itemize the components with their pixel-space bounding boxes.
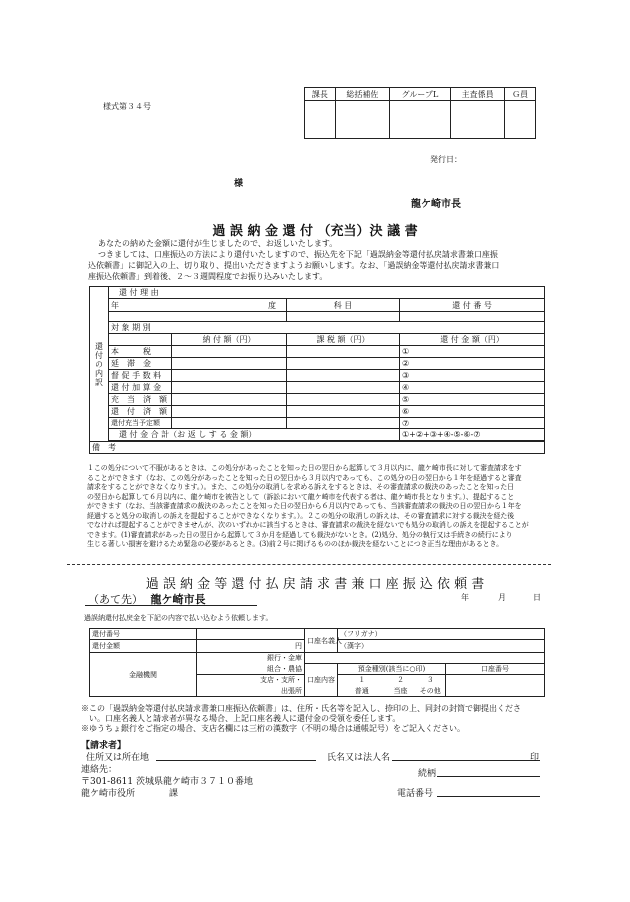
holder-name-input[interactable] [305, 653, 545, 664]
tax-cell [287, 406, 400, 418]
approval-header: Ｇ員 [505, 88, 536, 101]
bank-type-2: 組合・農協 [197, 664, 305, 675]
tax-cell [287, 382, 400, 394]
addressee-name: 龍ケ崎市長 [150, 593, 206, 606]
deposit-ordinary: 普通 [338, 686, 386, 697]
address-label: 住所又は所在地 [86, 753, 150, 763]
refund-table [89, 286, 545, 454]
account-content-label: 口座内容 [305, 664, 338, 697]
intro-line: あなたの納めた金額に還付が生じましたので、お返しいたします。 [98, 239, 338, 248]
phone-label: 電話番号 [397, 789, 434, 799]
intro-line: つきましては、口座振込の方法により還付いたしますので、振込先を下記「過誤納金等還付払戻請求書兼口座振 [98, 250, 498, 259]
row-label: 本 税 [109, 346, 172, 358]
table-row [90, 382, 545, 394]
deposit-option-2[interactable]: ２ [386, 675, 416, 686]
intro-line: 込依頼書」に御記入の上、切り取り、提出いただきますようお願いします。なお、「過誤納金等還付払戻請求書兼口 [88, 261, 500, 270]
furigana-label: （フリガナ） [338, 629, 545, 640]
refund-amount-label: 還付金額 [90, 640, 197, 653]
deposit-other: その他 [416, 686, 446, 697]
date-month: 月 [498, 593, 506, 602]
date-day: 日 [533, 593, 541, 602]
tax-cell [287, 346, 400, 358]
paid-cell [172, 394, 287, 406]
notice-line: ることができます（なお、この処分があったことを知った日の翌日から３月以内であっても、この処分の日の翌日から１年を経過すると審査 [87, 473, 522, 482]
intro-line: 座振込依頼書」到着後、２～３週間程度でお振り込みいたします。 [88, 272, 328, 281]
paid-cell [172, 370, 287, 382]
table-row [90, 394, 545, 406]
account-number-input[interactable] [446, 675, 545, 697]
deposit-current: 当座 [386, 686, 416, 697]
refund-side-label: 還付の内訳 [90, 287, 109, 442]
tax-cell [287, 418, 400, 429]
refund-reason: 還 付 理 由 [109, 287, 545, 299]
approval-header: グループL [389, 88, 450, 101]
row-mark: ⑦ [400, 418, 545, 429]
tax-cell [287, 394, 400, 406]
subject-value [287, 312, 400, 322]
postal-address: 〒301-8611 茨城県龍ケ崎市３７１０番地 [81, 777, 253, 787]
fiscal-year-cell [109, 299, 287, 312]
cut-line [67, 564, 551, 565]
row-label: 充 当 済 額 [109, 394, 172, 406]
notice-line: の翌日から起算して６月以内に、龍ケ崎市を被告として（訴訟において龍ケ崎市を代表する者は、龍ケ崎市長となります。）、提起すること [87, 492, 515, 501]
row-mark: ② [400, 358, 545, 370]
branch-type-1: 支店・支所・ [197, 675, 305, 686]
row-mark: ③ [400, 370, 545, 382]
table-row [90, 406, 545, 418]
name-label: 氏名又は法人名 [327, 753, 391, 763]
institution-label: 金融機関 [90, 653, 197, 697]
approval-header: 総括補佐 [335, 88, 389, 101]
table-row [90, 370, 545, 382]
deposit-option-1[interactable]: １ [338, 675, 386, 686]
bottom-title: 過 誤 納 金 等 還 付 払 戻 請 求 書 兼 口 座 振 込 依 頼 書 [145, 577, 485, 592]
mayor-label: 龍ケ崎市長 [411, 199, 461, 210]
row-mark: ① [400, 346, 545, 358]
notice-line: １この処分について不服があるときは、この処分があったことを知った日の翌日から起算して３月以内に、龍ケ崎市長に対して審査請求をす [87, 464, 522, 472]
notice-line: でなければ提起することができませんが、次のいずれかに該当するときは、審査請求の裁決を経ないでも処分の取消しの訴えを提起することが [87, 521, 529, 529]
subject-header: 科 目 [287, 299, 400, 312]
account-number-label: 口座番号 [446, 664, 545, 675]
tax-cell [287, 358, 400, 370]
col-refund-header: 還 付 金 額（円） [400, 334, 545, 346]
approval-stamp-cell [389, 101, 450, 139]
row-label: 督 促 手 数 料 [109, 370, 172, 382]
notice-line: 経過すると処分の取消しの訴えを提起することができなくなります。）。２この処分の取消しの訴えは、その審査請求に対する裁決を経た後 [87, 511, 515, 520]
approval-header: 主査係員 [451, 88, 505, 101]
bottom-notes [81, 704, 521, 734]
kanji-label: （漢字） [338, 640, 545, 653]
year-label: 年 [111, 300, 119, 310]
approval-stamp-cell [305, 101, 336, 139]
bank-type-1: 銀行・金庫 [197, 653, 305, 664]
intro-text [88, 238, 499, 282]
approval-stamp-cell [505, 101, 536, 139]
phone-input[interactable] [437, 796, 540, 797]
degree-label: 度 [268, 300, 276, 310]
refund-number-input[interactable] [197, 629, 305, 640]
notice-line: 生じる著しい損害を避けるため緊急の必要があるとき。(3)前２号に掲げるもののほか裁決を経ないことにつき正当な理由があるとき。 [87, 540, 504, 548]
paid-cell [172, 358, 287, 370]
form-number: 様式第３４号 [103, 102, 151, 111]
row-label: 還付充当予定額 [109, 418, 172, 429]
fiscal-year-value [109, 312, 287, 322]
refund-number-label: 還付番号 [90, 629, 197, 640]
notice-line: できます。(1)審査請求があった日の翌日から起算して３か月を経過しても裁決がないとき。(2)処分、処分の執行又は手続きの続行により [87, 530, 513, 539]
relation-input[interactable] [437, 776, 540, 777]
total-label: 還 付 金 合 計（お 返 し す る 金 額） [109, 429, 400, 441]
table-row [90, 358, 545, 370]
top-title: 過 誤 納 金 還 付 （充当）決 議 書 [212, 224, 418, 239]
claimant-heading: 【請求者】 [81, 741, 127, 751]
date-year: 年 [461, 593, 469, 602]
col-paid-header: 納 付 額（円） [172, 334, 287, 346]
request-sentence: 過誤納還付払戻金を下記の内容で払い込むよう依頼します。 [84, 614, 273, 622]
account-holder-label: 口座名義人 [305, 629, 338, 653]
notice-line: ができます（なお、当該審査請求の裁決のあったことを知った日の翌日から６月以内であっても、当該審査請求の裁決の日の翌日から１年を [87, 502, 522, 510]
row-label: 還 付 済 額 [109, 406, 172, 418]
issue-date-label: 発行日： [430, 155, 462, 164]
col-tax-header: 課 税 額（円） [287, 334, 400, 346]
approval-header: 課長 [305, 88, 336, 101]
deposit-option-3[interactable]: ３ [416, 675, 446, 686]
branch-type-2: 出張所 [197, 686, 305, 697]
tax-cell [287, 370, 400, 382]
notice-line: 請求をすることができなくなります。）。また、この処分の取消しを求める訴えをするときは、その審査請求の裁決のあったことを知った日 [87, 483, 515, 491]
row-mark: ④ [400, 382, 545, 394]
paid-cell [172, 406, 287, 418]
appeal-notice [87, 464, 543, 550]
amount-label-blank [109, 334, 172, 346]
refund-amount-yen: 円 [197, 640, 305, 653]
relation-label: 続柄 [418, 769, 437, 779]
addressee-underline [85, 605, 257, 606]
city-office: 龍ケ崎市役所 [81, 789, 136, 799]
sama-label: 様 [234, 179, 244, 189]
row-label: 還 付 加 算 金 [109, 382, 172, 394]
row-label: 延 滞 金 [109, 358, 172, 370]
name-input[interactable] [392, 760, 540, 761]
paid-cell [172, 382, 287, 394]
target-period: 対 象 期 別 [109, 322, 545, 334]
contact-label: 連絡先： [81, 765, 118, 775]
paid-cell [172, 346, 287, 358]
approval-stamp-table [304, 87, 536, 139]
ka-label: 課 [169, 789, 179, 799]
paid-cell [172, 418, 287, 429]
seal-mark: 印 [530, 753, 540, 763]
refund-number-value [400, 312, 545, 322]
deposit-type-label: 預金種別(該当に○印) [338, 664, 446, 675]
table-row [90, 418, 545, 429]
total-formula: ①+②+③+④-⑤-⑥-⑦ [400, 429, 545, 441]
note-line: ※この「過誤納金等還付払戻請求書兼口座振込依頼書」は、住所・氏名等を記入し、捺印の上、同封の封筒で御提出くださ [81, 704, 521, 713]
addressee-prefix: （あて先） [88, 593, 143, 606]
address-input[interactable] [156, 760, 316, 761]
bank-table [89, 628, 545, 697]
refund-number-header: 還 付 番 号 [400, 299, 545, 312]
row-mark: ⑥ [400, 406, 545, 418]
approval-stamp-cell [335, 101, 389, 139]
row-mark: ⑤ [400, 394, 545, 406]
remarks-label: 備 考 [90, 442, 545, 454]
approval-stamp-cell [451, 101, 505, 139]
note-line: ※ゆうちょ銀行をご指定の場合、支店名欄には三桁の漢数字（不明の場合は通帳記号）をご記入ください。 [81, 724, 465, 733]
table-row [90, 346, 545, 358]
note-line: い。口座名義人と請求者が異なる場合、上記口座名義人に還付金の受領を委任します。 [89, 714, 401, 723]
